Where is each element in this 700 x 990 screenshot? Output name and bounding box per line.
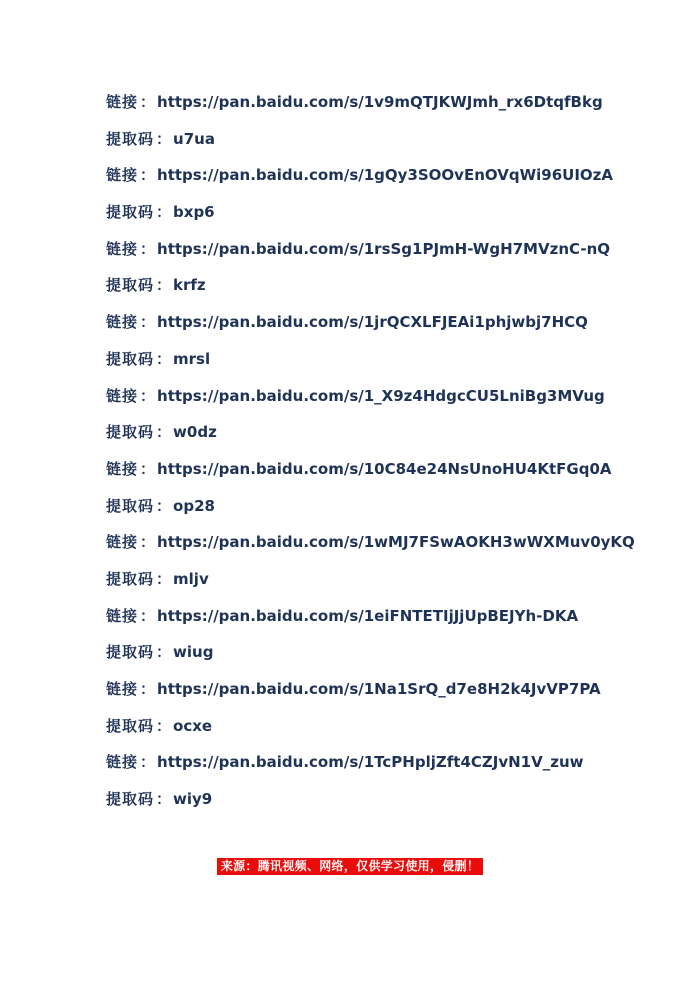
link-url[interactable]: https://pan.baidu.com/s/1jrQCXLFJEAi1phjwbj7HCQ (157, 313, 588, 332)
link-line (106, 161, 686, 198)
link-label: 链接 (106, 239, 139, 258)
link-url[interactable]: https://pan.baidu.com/s/1TcPHpljZft4CZJvN1V_zuw (157, 753, 584, 772)
link-label: 链接 (106, 93, 139, 111)
link-label: 链接 (106, 166, 139, 185)
extraction-code: w0dz (173, 423, 217, 442)
code-line (106, 785, 686, 822)
code-label: 提取码 (106, 276, 155, 295)
link-line (106, 675, 686, 712)
link-url[interactable]: https://pan.baidu.com/s/1rsSg1PJmH-WgH7MVznC-nQ (157, 239, 611, 258)
code-label: 提取码 (106, 643, 155, 662)
separator: ： (156, 276, 172, 295)
separator: ： (156, 203, 172, 222)
link-label: 链接 (106, 680, 139, 698)
extraction-code: u7ua (173, 129, 215, 148)
extraction-code: mrsl (173, 349, 211, 368)
separator: ： (156, 496, 172, 515)
link-url[interactable]: https://pan.baidu.com/s/1eiFNTETIjJjUpBEJYh-DKA (157, 606, 579, 625)
link-url[interactable]: https://pan.baidu.com/s/1v9mQTJKWJmh_rx6DtqfBkg (157, 93, 603, 111)
separator: ： (140, 93, 156, 111)
link-label: 链接 (106, 753, 139, 772)
link-label: 链接 (106, 459, 139, 478)
link-line (106, 308, 686, 345)
code-line (106, 345, 686, 382)
code-line (106, 198, 686, 235)
separator: ： (140, 753, 156, 772)
code-label: 提取码 (106, 496, 155, 515)
source-notice: 来源：腾讯视频、网络，仅供学习使用，侵删！ (217, 858, 483, 875)
code-label: 提取码 (106, 716, 155, 735)
separator: ： (140, 459, 156, 478)
link-url[interactable]: https://pan.baidu.com/s/1gQy3SOOvEnOVqWi96UIOzA (157, 166, 613, 185)
separator: ： (156, 423, 172, 442)
separator: ： (140, 239, 156, 258)
link-line (106, 235, 686, 272)
separator: ： (140, 386, 156, 405)
separator: ： (140, 166, 156, 185)
link-line (106, 528, 686, 565)
separator: ： (156, 643, 172, 662)
link-line (106, 748, 686, 785)
link-line (106, 602, 686, 639)
extraction-code: ocxe (173, 716, 213, 735)
code-label: 提取码 (106, 790, 155, 809)
link-list (106, 88, 686, 822)
extraction-code: mljv (173, 569, 209, 588)
separator: ： (156, 129, 172, 148)
extraction-code: bxp6 (173, 203, 215, 222)
link-url[interactable]: https://pan.baidu.com/s/10C84e24NsUnoHU4KtFGq0A (157, 459, 612, 478)
link-line (106, 382, 686, 419)
separator: ： (140, 313, 156, 332)
code-line (106, 125, 686, 162)
code-line (106, 271, 686, 308)
separator: ： (140, 533, 156, 552)
code-label: 提取码 (106, 203, 155, 222)
link-label: 链接 (106, 533, 139, 552)
separator: ： (140, 680, 156, 698)
separator: ： (156, 349, 172, 368)
link-label: 链接 (106, 386, 139, 405)
code-label: 提取码 (106, 569, 155, 588)
code-line (106, 565, 686, 602)
link-label: 链接 (106, 313, 139, 332)
link-url[interactable]: https://pan.baidu.com/s/1wMJ7FSwAOKH3wWXMuv0yKQ (157, 533, 635, 552)
code-line (106, 418, 686, 455)
link-label: 链接 (106, 606, 139, 625)
code-label: 提取码 (106, 423, 155, 442)
link-url[interactable]: https://pan.baidu.com/s/1_X9z4HdgcCU5LniBg3MVug (157, 386, 605, 405)
extraction-code: wiy9 (173, 790, 213, 809)
link-line (106, 88, 686, 125)
code-label: 提取码 (106, 349, 155, 368)
link-line (106, 455, 686, 492)
code-line (106, 492, 686, 529)
footer (0, 855, 700, 875)
extraction-code: wiug (173, 643, 214, 662)
separator: ： (156, 569, 172, 588)
code-line (106, 712, 686, 749)
code-line (106, 638, 686, 675)
separator: ： (156, 790, 172, 809)
extraction-code: op28 (173, 496, 215, 515)
code-label: 提取码 (106, 129, 155, 148)
extraction-code: krfz (173, 276, 206, 295)
separator: ： (156, 716, 172, 735)
link-url[interactable]: https://pan.baidu.com/s/1Na1SrQ_d7e8H2k4JvVP7PA (157, 680, 601, 698)
separator: ： (140, 606, 156, 625)
